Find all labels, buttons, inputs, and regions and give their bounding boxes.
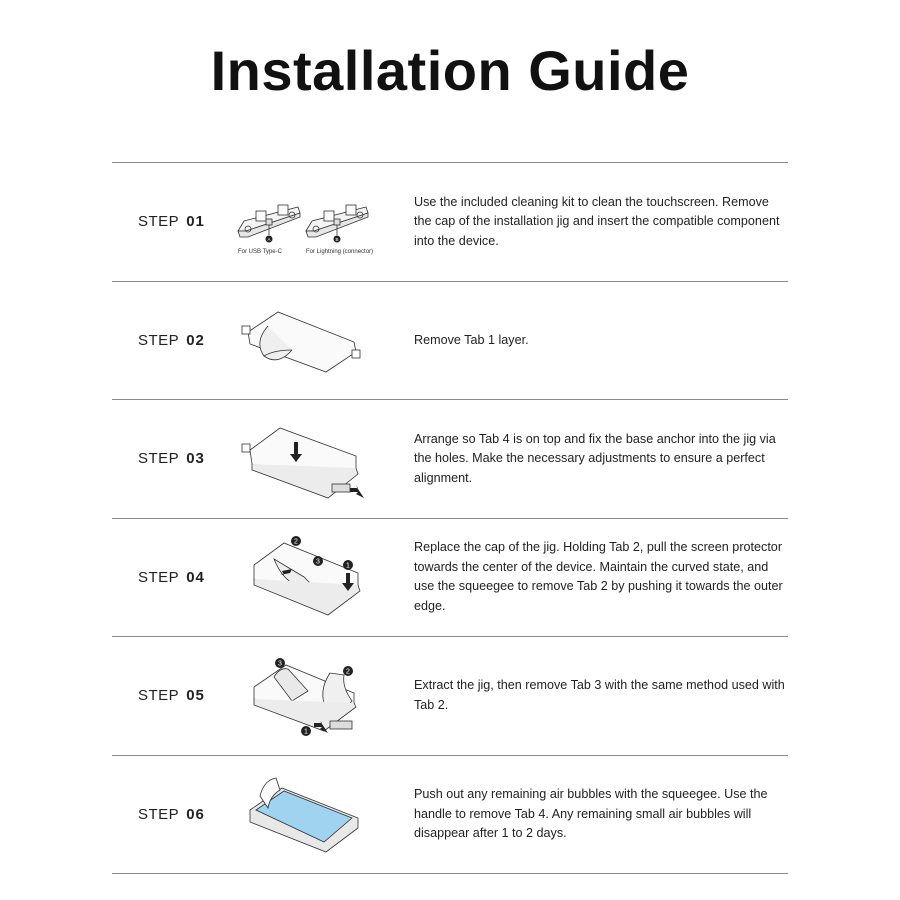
jig-icon bbox=[330, 721, 352, 729]
step-01 bbox=[112, 163, 788, 281]
page-title: Installation Guide bbox=[210, 39, 690, 102]
svg-text:1: 1 bbox=[304, 728, 308, 736]
step-04 bbox=[112, 519, 788, 637]
step-label bbox=[138, 519, 205, 637]
step-number: 02 bbox=[186, 331, 205, 349]
caption-lightning: For Lightning (connector) bbox=[306, 249, 374, 255]
step-03 bbox=[112, 400, 788, 518]
step-number: 05 bbox=[186, 687, 205, 705]
step-word: STEP bbox=[138, 687, 180, 705]
step-number: 06 bbox=[186, 805, 205, 823]
device-icon bbox=[252, 464, 358, 498]
step-word: STEP bbox=[138, 568, 180, 586]
step-number: 03 bbox=[186, 450, 205, 468]
step-number: 01 bbox=[186, 213, 205, 231]
svg-text:2: 2 bbox=[294, 538, 298, 545]
marker-a: A bbox=[267, 237, 271, 242]
divider bbox=[112, 873, 788, 874]
step-02 bbox=[112, 282, 788, 400]
jig-components-illustration bbox=[234, 173, 394, 271]
extract-jig-illustration bbox=[234, 647, 394, 745]
remove-tab1-illustration bbox=[234, 292, 394, 390]
step-05 bbox=[112, 637, 788, 755]
step-label bbox=[138, 637, 205, 755]
step-description: Use the included cleaning kit to clean the touchscreen. Remove the cap of the installation jig and insert the compatible component into the device. bbox=[414, 194, 780, 248]
svg-text:3: 3 bbox=[278, 660, 282, 668]
svg-text:2: 2 bbox=[346, 668, 350, 676]
step-word: STEP bbox=[138, 331, 180, 349]
align-anchor-illustration bbox=[234, 410, 394, 508]
step-number: 04 bbox=[186, 568, 205, 586]
step-description: Push out any remaining air bubbles with the squeegee. Use the handle to remove Tab 4. Any remaining small air bubbles will disappear after 1 to 2 days. bbox=[414, 787, 768, 840]
step-word: STEP bbox=[138, 450, 180, 468]
step-description: Arrange so Tab 4 is on top and fix the base anchor into the jig via the holes. Make the necessary adjustments to ensure a perfect alignment. bbox=[414, 431, 776, 485]
arrow-left-icon bbox=[350, 486, 364, 498]
caption-usb-c: For USB Type-C bbox=[238, 249, 282, 255]
step-label bbox=[138, 282, 205, 400]
step-06 bbox=[112, 756, 788, 874]
pull-tab2-illustration bbox=[234, 529, 394, 627]
step-description: Remove Tab 1 layer. bbox=[414, 332, 529, 347]
svg-text:3: 3 bbox=[316, 558, 320, 565]
step-label bbox=[138, 400, 205, 518]
step-description: Replace the cap of the jig. Holding Tab 2, pull the screen protector towards the center of the device. Maintain the curved state, and use the squeegee to remove Tab 2 by pushing it towards the outer edge. bbox=[414, 540, 783, 613]
marker-b: B bbox=[335, 237, 339, 242]
step-label bbox=[138, 163, 205, 281]
step-word: STEP bbox=[138, 805, 180, 823]
step-description: Extract the jig, then remove Tab 3 with the same method used with Tab 2. bbox=[414, 678, 785, 712]
steps-list bbox=[112, 162, 788, 874]
remove-tab4-illustration bbox=[234, 766, 394, 864]
step-label bbox=[138, 756, 205, 874]
step-word: STEP bbox=[138, 213, 180, 231]
svg-text:1: 1 bbox=[346, 562, 350, 569]
